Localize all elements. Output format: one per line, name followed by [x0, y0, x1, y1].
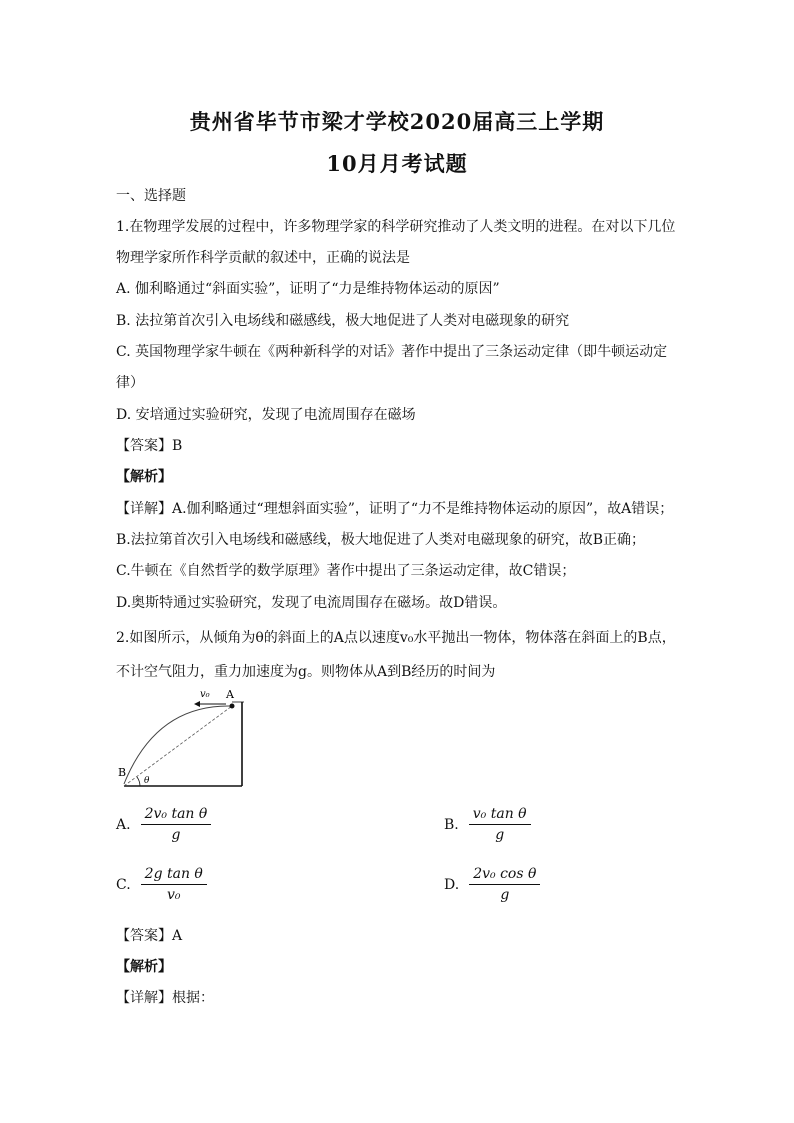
q2-option-b: [444, 806, 531, 843]
q2-option-b-label: B.: [444, 816, 459, 833]
q1-answer: 【答案】B: [116, 438, 183, 454]
q2-option-b-numerator: v₀ tan θ: [469, 806, 531, 825]
q2-option-d-denominator: g: [500, 887, 510, 903]
q2-option-c: [116, 866, 207, 903]
q2-incline-figure: [116, 684, 256, 790]
q2-option-d-numerator: 2v₀ cos θ: [469, 866, 540, 885]
q2-option-d-fraction: [469, 866, 540, 903]
q2-answer: 【答案】A: [116, 928, 183, 944]
q1-detail-line2: B.法拉第首次引入电场线和磁感线，极大地促进了人类对电磁现象的研究，故B正确；: [116, 532, 646, 548]
q2-stem-line2: 不计空气阻力，重力加速度为g。则物体从A到B经历的时间为: [116, 664, 496, 680]
label-v0: v₀: [200, 689, 210, 700]
q1-stem-line2: 物理学家所作科学贡献的叙述中，正确的说法是: [116, 250, 410, 266]
exam-title-line2: 10月月考试题: [326, 151, 468, 176]
q2-option-c-numerator: 2g tan θ: [141, 866, 207, 885]
q2-option-d-label: D.: [444, 876, 460, 893]
q2-option-c-denominator: v₀: [167, 887, 181, 903]
label-a: A: [226, 688, 234, 701]
label-theta: θ: [144, 776, 150, 786]
q1-option-a: A. 伽利略通过“斜面实验”，证明了“力是维持物体运动的原因”: [116, 281, 500, 297]
q2-option-a-fraction: [141, 806, 212, 843]
q1-option-b: B. 法拉第首次引入电场线和磁感线，极大地促进了人类对电磁现象的研究: [116, 313, 570, 329]
q1-option-d: D. 安培通过实验研究，发现了电流周围存在磁场: [116, 407, 416, 423]
label-b: B: [118, 766, 127, 779]
q1-option-c-line2: 律）: [116, 375, 144, 391]
angle-arc: [137, 777, 140, 786]
q2-option-c-label: C.: [116, 876, 131, 893]
q2-option-a-numerator: 2v₀ tan θ: [141, 806, 212, 825]
q2-option-a-label: A.: [116, 816, 131, 833]
q2-detail: 【详解】根据：: [116, 990, 214, 1006]
q1-detail-line1: 【详解】A.伽利略通过“理想斜面实验”，证明了“力不是维持物体运动的原因”，故A错误；: [116, 501, 674, 517]
q1-detail-line3: C.牛顿在《自然哲学的数学原理》著作中提出了三条运动定律，故C错误；: [116, 563, 576, 579]
q2-analysis-heading: 【解析】: [116, 959, 172, 975]
q2-stem-line1: 2.如图所示，从倾角为θ的斜面上的A点以速度v₀水平抛出一物体，物体落在斜面上的B点，: [116, 630, 676, 646]
incline-diagram: [116, 684, 256, 790]
q1-detail-line4: D.奥斯特通过实验研究，发现了电流周围存在磁场。故D错误。: [116, 595, 507, 611]
q2-option-a-denominator: g: [171, 827, 181, 843]
q1-analysis-heading: 【解析】: [116, 469, 172, 485]
q2-option-b-denominator: g: [495, 827, 505, 843]
q2-option-c-fraction: [141, 866, 207, 903]
point-a-dot: [230, 704, 235, 709]
trajectory-curve: [124, 706, 232, 784]
q1-stem-line1: 1.在物理学发展的过程中，许多物理学家的科学研究推动了人类文明的进程。在对以下几位: [116, 219, 676, 235]
velocity-arrowhead: [194, 701, 200, 707]
section-heading: 一、选择题: [116, 188, 186, 204]
exam-title-line1: 贵州省毕节市梁才学校2020届高三上学期: [189, 109, 605, 134]
q2-option-a: [116, 806, 211, 843]
q2-option-b-fraction: [469, 806, 531, 843]
q2-option-d: [444, 866, 540, 903]
q1-option-c-line1: C. 英国物理学家牛顿在《两种新科学的对话》著作中提出了三条运动定律（即牛顿运动定: [116, 344, 668, 360]
